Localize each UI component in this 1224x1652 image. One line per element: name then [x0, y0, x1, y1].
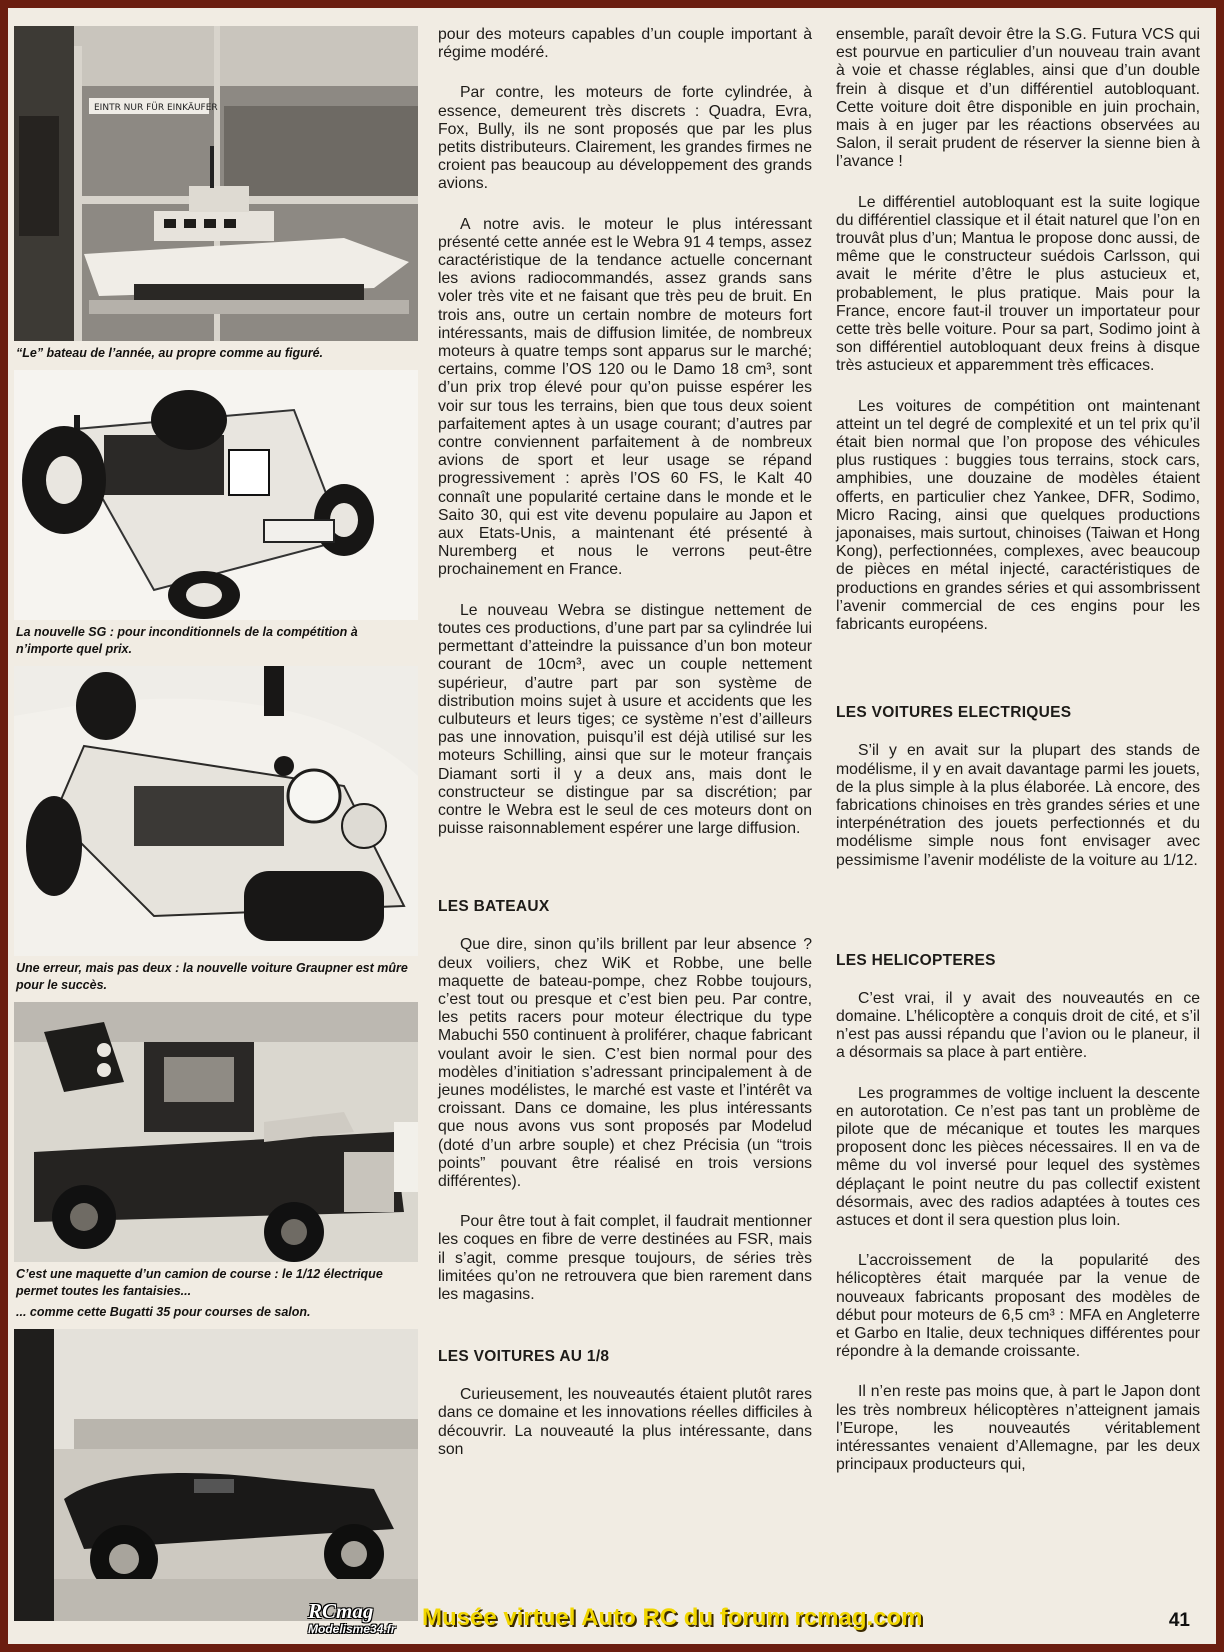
- magazine-page: [8, 8, 1216, 1644]
- mid-paragraph-1: pour des moteurs capables d’un couple important à régime modéré.: [438, 26, 812, 62]
- mid-paragraph-7: Curieusement, les nouveautés étaient plutôt rares dans ce domaine et les innovations réelles difficiles à découvrir. La nouveauté la plus intéressante, dans son: [438, 1386, 812, 1458]
- boat-caption: “Le” bateau de l’année, au propre comme au figuré.: [16, 346, 324, 360]
- right-paragraph-6: Les programmes de voltige incluent la descente en autorotation. Ce n’est pas tant un problème de pilote que de mécanique et toutes les marques proposent donc les pièces nécessaires. Il en va de même du vol inversé pour lequel des systèmes déplaçant le point neutre du pas collectif existent désormais, avec des radios adaptées à toutes ces astuces et dont il sera question plus loin.: [836, 1084, 1200, 1229]
- rcmag-logo: [308, 1599, 396, 1638]
- bugatti-photo: [14, 1329, 418, 1621]
- page-footer: [8, 1600, 1216, 1644]
- race-truck-image: [14, 1002, 418, 1262]
- truck-photo: [14, 1002, 418, 1262]
- mid-paragraph-3: A notre avis. le moteur le plus intéressant présenté cette année est le Webra 91 4 temps, assez caractéristique de la tendance actuelle concernant les avions radiocommandés, assez grands sans voler très vite et ne faisant que très peu de bruit. En trois ans, outre un certain nombre de moteurs fort intéressants, mais de diffusion limitée, de nombreux moteurs à quatre temps sont apparus sur le marché; certains, comme l’OS 120 ou le Damo 18 cm³, sont d’un prix trop élevé pour qu’on puisse espérer les voir sur tous les terrains, bien que tous deux soient parfaitement aptes à un usage courant; d’autres par contre conviennent parfaitement à de nombreux avions de sport et leur usage se répand progressivement : après l’OS 60 FS, le Kalt 40 connaît une popularité certaine dans le monde et le Saito 30, qui est vite devenu populaire au Japon et aux Etats-Unis, a maintenant été présenté à Nuremberg et nous le verrons peut-être prochainement en France.: [438, 215, 812, 579]
- right-paragraph-1: ensemble, paraît devoir être la S.G. Futura VCS qui est pourvue en particulier d’un nouveau train avant à voie et chasse réglables, ainsi que d’un double frein à disque et d’un différentiel autobloquant. Cette voiture doit être disponible en juin prochain, mais à en juger par les réactions observées au Salon, il serait prudent de réserver la sienne bien à l’avance !: [836, 26, 1200, 171]
- right-paragraph-3: Les voitures de compétition ont maintenant atteint un tel degré de complexité et un tel prix qu’il était bien normal que l’on propose des véhicules plus rustiques : buggies tous terrains, stock cars, amphibies, une douzaine de modèles étaient offerts, en particulier chez Yankee, DFR, Sodimo, Micro Racing, ainsi que quelques productions japonaises, mais surtout, chinoises (Taiwan et Hong Kong), perfectionnées, complexes, avec beaucoup de pièces en métal injecté, caractéristiques de productions en grandes séries et qui assombrissent l’avenir commercial de ces engins pour les fabricants européens.: [836, 397, 1200, 634]
- boat-display-image: [14, 26, 418, 341]
- logo-subtitle: Modelisme34.fr: [308, 1622, 396, 1636]
- mid-paragraph-6: Pour être tout à fait complet, il faudrait mentionner les coques en fibre de verre destinées au FSR, mais il s’agit, comme presque toujours, de séries très limitées qu’on ne retrouvera que bien rarement dans les magasins.: [438, 1213, 812, 1303]
- sg-car-image: [14, 370, 418, 620]
- mid-paragraph-5: Que dire, sinon qu’ils brillent par leur absence ? deux voiliers, chez WiK et Robbe, une belle maquette de bateau-pompe, chez Robbe toujours, c’est tout ou presque et c’est bien peu. Par contre, les petits racers pour moteur électrique du type Mabuchi 550 continuent à proliférer, chaque fabricant voulant avoir le sien. C’est bien normal pour des modèles d’initiation s’adressant principalement à de jeunes modélistes, le marché est vaste et l’intérêt va croissant. Dans ce domaine, les plus intéressants que nous avons vus sont proposés par Modelud (doté d’un arbre souple) et chez Précisia (un “trois points” pouvant être réalisé en trois versions différentes).: [438, 936, 812, 1190]
- page-number: 41: [1168, 1610, 1190, 1631]
- heading-voitures-electriques: LES VOITURES ELECTRIQUES: [836, 704, 1072, 722]
- mid-paragraph-4: Le nouveau Webra se distingue nettement de toutes ces productions, d’une part par sa cylindrée lui permettant d’atteindre la puissance d’un bon moteur courant de 10cm³, avec un couple nettement supérieur, d’autre part par son système de distribution moins sujet à usure et accidents que les culbuteurs et leurs tiges; ce système n’est d’ailleurs pas une innovation, puisqu’il est déjà utilisé sur les moteurs Schilling, ainsi que sur le moteur français Diamant sorti il y a deux ans, mais dont le constructeur se distingue par sa discrétion; par contre le Webra est le seul de ces moteurs dont on puisse raisonnablement espérer une large diffusion.: [438, 601, 812, 838]
- right-paragraph-7: L’accroissement de la popularité des hélicoptères était marquée par la venue de nouveaux fabricants proposant des modèles de début pour moteurs de 6,5 cm³ : MFA en Angleterre et Garbo en Italie, deux techniques différentes pour répondre à la demande croissante.: [836, 1252, 1200, 1361]
- boat-photo: [14, 26, 418, 341]
- graupner-car-image: [14, 666, 418, 956]
- graupner-caption: Une erreur, mais pas deux : la nouvelle voiture Graupner est mûre pour le succès.: [16, 961, 408, 992]
- heading-bateaux: LES BATEAUX: [438, 898, 550, 916]
- museum-watermark: Musée virtuel Auto RC du forum rcmag.com: [422, 1604, 923, 1631]
- right-paragraph-5: C’est vrai, il y avait des nouveautés en ce domaine. L’hélicoptère a conquis droit de cité, et s’il n’est pas aussi répandu que l’avion ou le planeur, il a désormais sa place à part entière.: [836, 989, 1200, 1062]
- bugatti-image: [14, 1329, 418, 1621]
- bugatti-caption: ... comme cette Bugatti 35 pour courses de salon.: [16, 1305, 311, 1319]
- middle-text-column: [438, 26, 812, 1481]
- mid-paragraph-2: Par contre, les moteurs de forte cylindrée, à essence, demeurent très discrets : Quadra, Evra, Fox, Bully, ils ne sont proposés que par les plus petits distributeurs. Clairement, les grandes firmes ne croient pas beaucoup au développement des grands avions.: [438, 84, 812, 193]
- sg-caption: La nouvelle SG : pour inconditionnels de la compétition à n’importe quel prix.: [16, 625, 358, 656]
- right-text-column: [836, 26, 1200, 1496]
- graupner-car-photo: [14, 666, 418, 956]
- shop-sign-text: EINTR NUR FÜR EINKÄUFER: [94, 103, 218, 113]
- truck-caption: C’est une maquette d’un camion de course : le 1/12 électrique permet toutes les fantaisies...: [16, 1267, 383, 1298]
- right-paragraph-4: S’il y en avait sur la plupart des stands de modélisme, il y en avait davantage parmi les jouets, de la plus simple à la plus élaborée. Là encore, des fabrications chinoises en très grandes séries et une interpénétration des jouets perfectionnés et du modélisme simple nous font envisager avec pessimisme l’avenir modéliste de la voiture au 1/12.: [836, 742, 1200, 869]
- right-paragraph-8: Il n’en reste pas moins que, à part le Japon dont les très nombreux hélicoptères n’atteignent jamais l’Europe, les nouveautés véritablement intéressantes venaient d’Allemagne, par les deux principaux producteurs qui,: [836, 1383, 1200, 1474]
- heading-helicopteres: LES HELICOPTERES: [836, 951, 996, 969]
- logo-title: RCmag: [308, 1599, 374, 1623]
- heading-voitures-1-8: LES VOITURES AU 1/8: [438, 1348, 610, 1366]
- sg-car-photo: [14, 370, 418, 620]
- right-paragraph-2: Le différentiel autobloquant est la suite logique du différentiel classique et il était naturel que l’on en trouvât plus d’un; Mantua le propose donc aussi, de même que le constructeur suédois Carlsson, qui avait le mérite d’être le plus astucieux et, probablement, le plus pratique. Mais pour la France, encore faut-il trouver un importateur pour cette très belle voiture. Pour sa part, Sodimo joint à son différentiel autobloquant deux freins à disque très astucieux et apparemment très efficaces.: [836, 193, 1200, 375]
- photo-column: [14, 26, 418, 1621]
